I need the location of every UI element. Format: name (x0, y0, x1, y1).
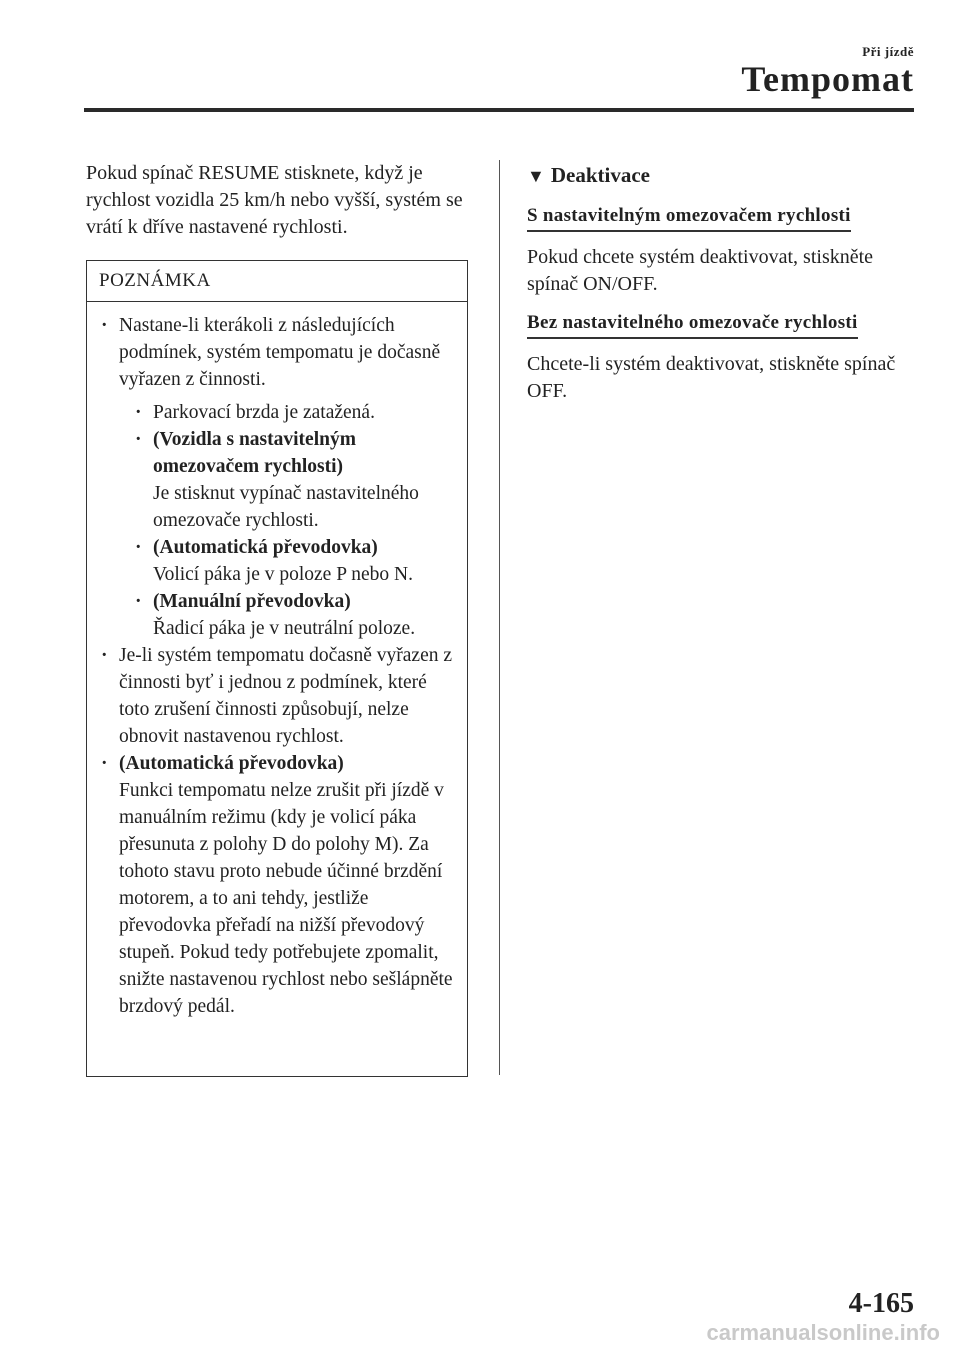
section-heading-text: Deaktivace (550, 163, 650, 187)
note-sub-bullet (101, 426, 453, 534)
bullet-dot: · (101, 645, 108, 666)
left-column (86, 160, 476, 241)
right-column (527, 160, 917, 405)
triangle-down-icon: ▼ (527, 166, 545, 186)
note-heading: POZNÁMKA (87, 261, 467, 302)
sub-bullet-text: Řadicí páka je v neutrální poloze. (153, 618, 416, 639)
note-bullet-title: (Automatická převodovka) (119, 753, 344, 774)
sub-bullet-title: (Vozidla s nastavitelným omezovačem rychlosti) (153, 429, 356, 477)
bullet-dot: · (135, 429, 142, 450)
header-section: Při jízdě (862, 44, 914, 59)
note-bullet (101, 750, 453, 1020)
sub-bullet-text: Je stisknut vypínač nastavitelného omezovače rychlosti. (153, 483, 419, 531)
note-sub-bullet (101, 588, 453, 642)
paragraph-without-limiter: Chcete-li systém deaktivovat, stiskněte spínač OFF. (527, 353, 896, 402)
bullet-dot: · (135, 402, 142, 423)
intro-paragraph: Pokud spínač RESUME stisknete, když je rychlost vozidla 25 km/h nebo vyšší, systém se vrátí k dříve nastavené rychlosti. (86, 162, 463, 238)
sub-bullet-text: Parkovací brzda je zatažená. (153, 402, 375, 423)
note-bullet-text: Je-li systém tempomatu dočasně vyřazen z činnosti byť i jednou z podmínek, které toto zrušení činnosti způsobují, nelze obnovit nastavenou rychlost. (119, 645, 453, 747)
note-bullet-text: Nastane-li kterákoli z následujících podmínek, systém tempomatu je dočasně vyřazen z činnosti. (119, 315, 441, 390)
note-box (86, 260, 468, 1077)
note-bullet-text: Funkci tempomatu nelze zrušit při jízdě v manuálním režimu (kdy je volicí páka přesunuta z polohy D do polohy M). Za tohoto stavu proto nebude účinné brzdění motorem, a to ani tehdy, jestliže převodovka přeřadí na nižší převodový stupeň. Pokud tedy potřebujete zpomalit, snižte nastavenou rychlost nebo sešlápněte brzdový pedál. (119, 780, 453, 1017)
sub-bullet-title: (Automatická převodovka) (153, 537, 378, 558)
sub-bullet-title: (Manuální převodovka) (153, 591, 351, 612)
bullet-dot: · (135, 537, 142, 558)
note-sub-bullet (101, 399, 453, 426)
section-heading (527, 160, 917, 191)
note-bullet (101, 642, 453, 750)
note-sub-bullet (101, 534, 453, 588)
paragraph-with-limiter: Pokud chcete systém deaktivovat, stiskněte spínač ON/OFF. (527, 246, 874, 295)
watermark: carmanualsonline.info (706, 1320, 940, 1345)
sub-bullet-text: Volicí páka je v poloze P nebo N. (153, 564, 413, 585)
bullet-dot: · (101, 315, 108, 336)
bullet-dot: · (135, 591, 142, 612)
column-divider (499, 160, 500, 1075)
note-bullet (101, 312, 453, 393)
note-body (87, 302, 467, 1020)
bullet-dot: · (101, 753, 108, 774)
header-rule (84, 108, 914, 112)
subheading-with-limiter: S nastavitelným omezovačem rychlosti (527, 205, 851, 232)
subheading-without-limiter: Bez nastavitelného omezovače rychlosti (527, 312, 858, 339)
page-title: Tempomat (741, 59, 914, 99)
page-number: 4-165 (848, 1288, 914, 1319)
